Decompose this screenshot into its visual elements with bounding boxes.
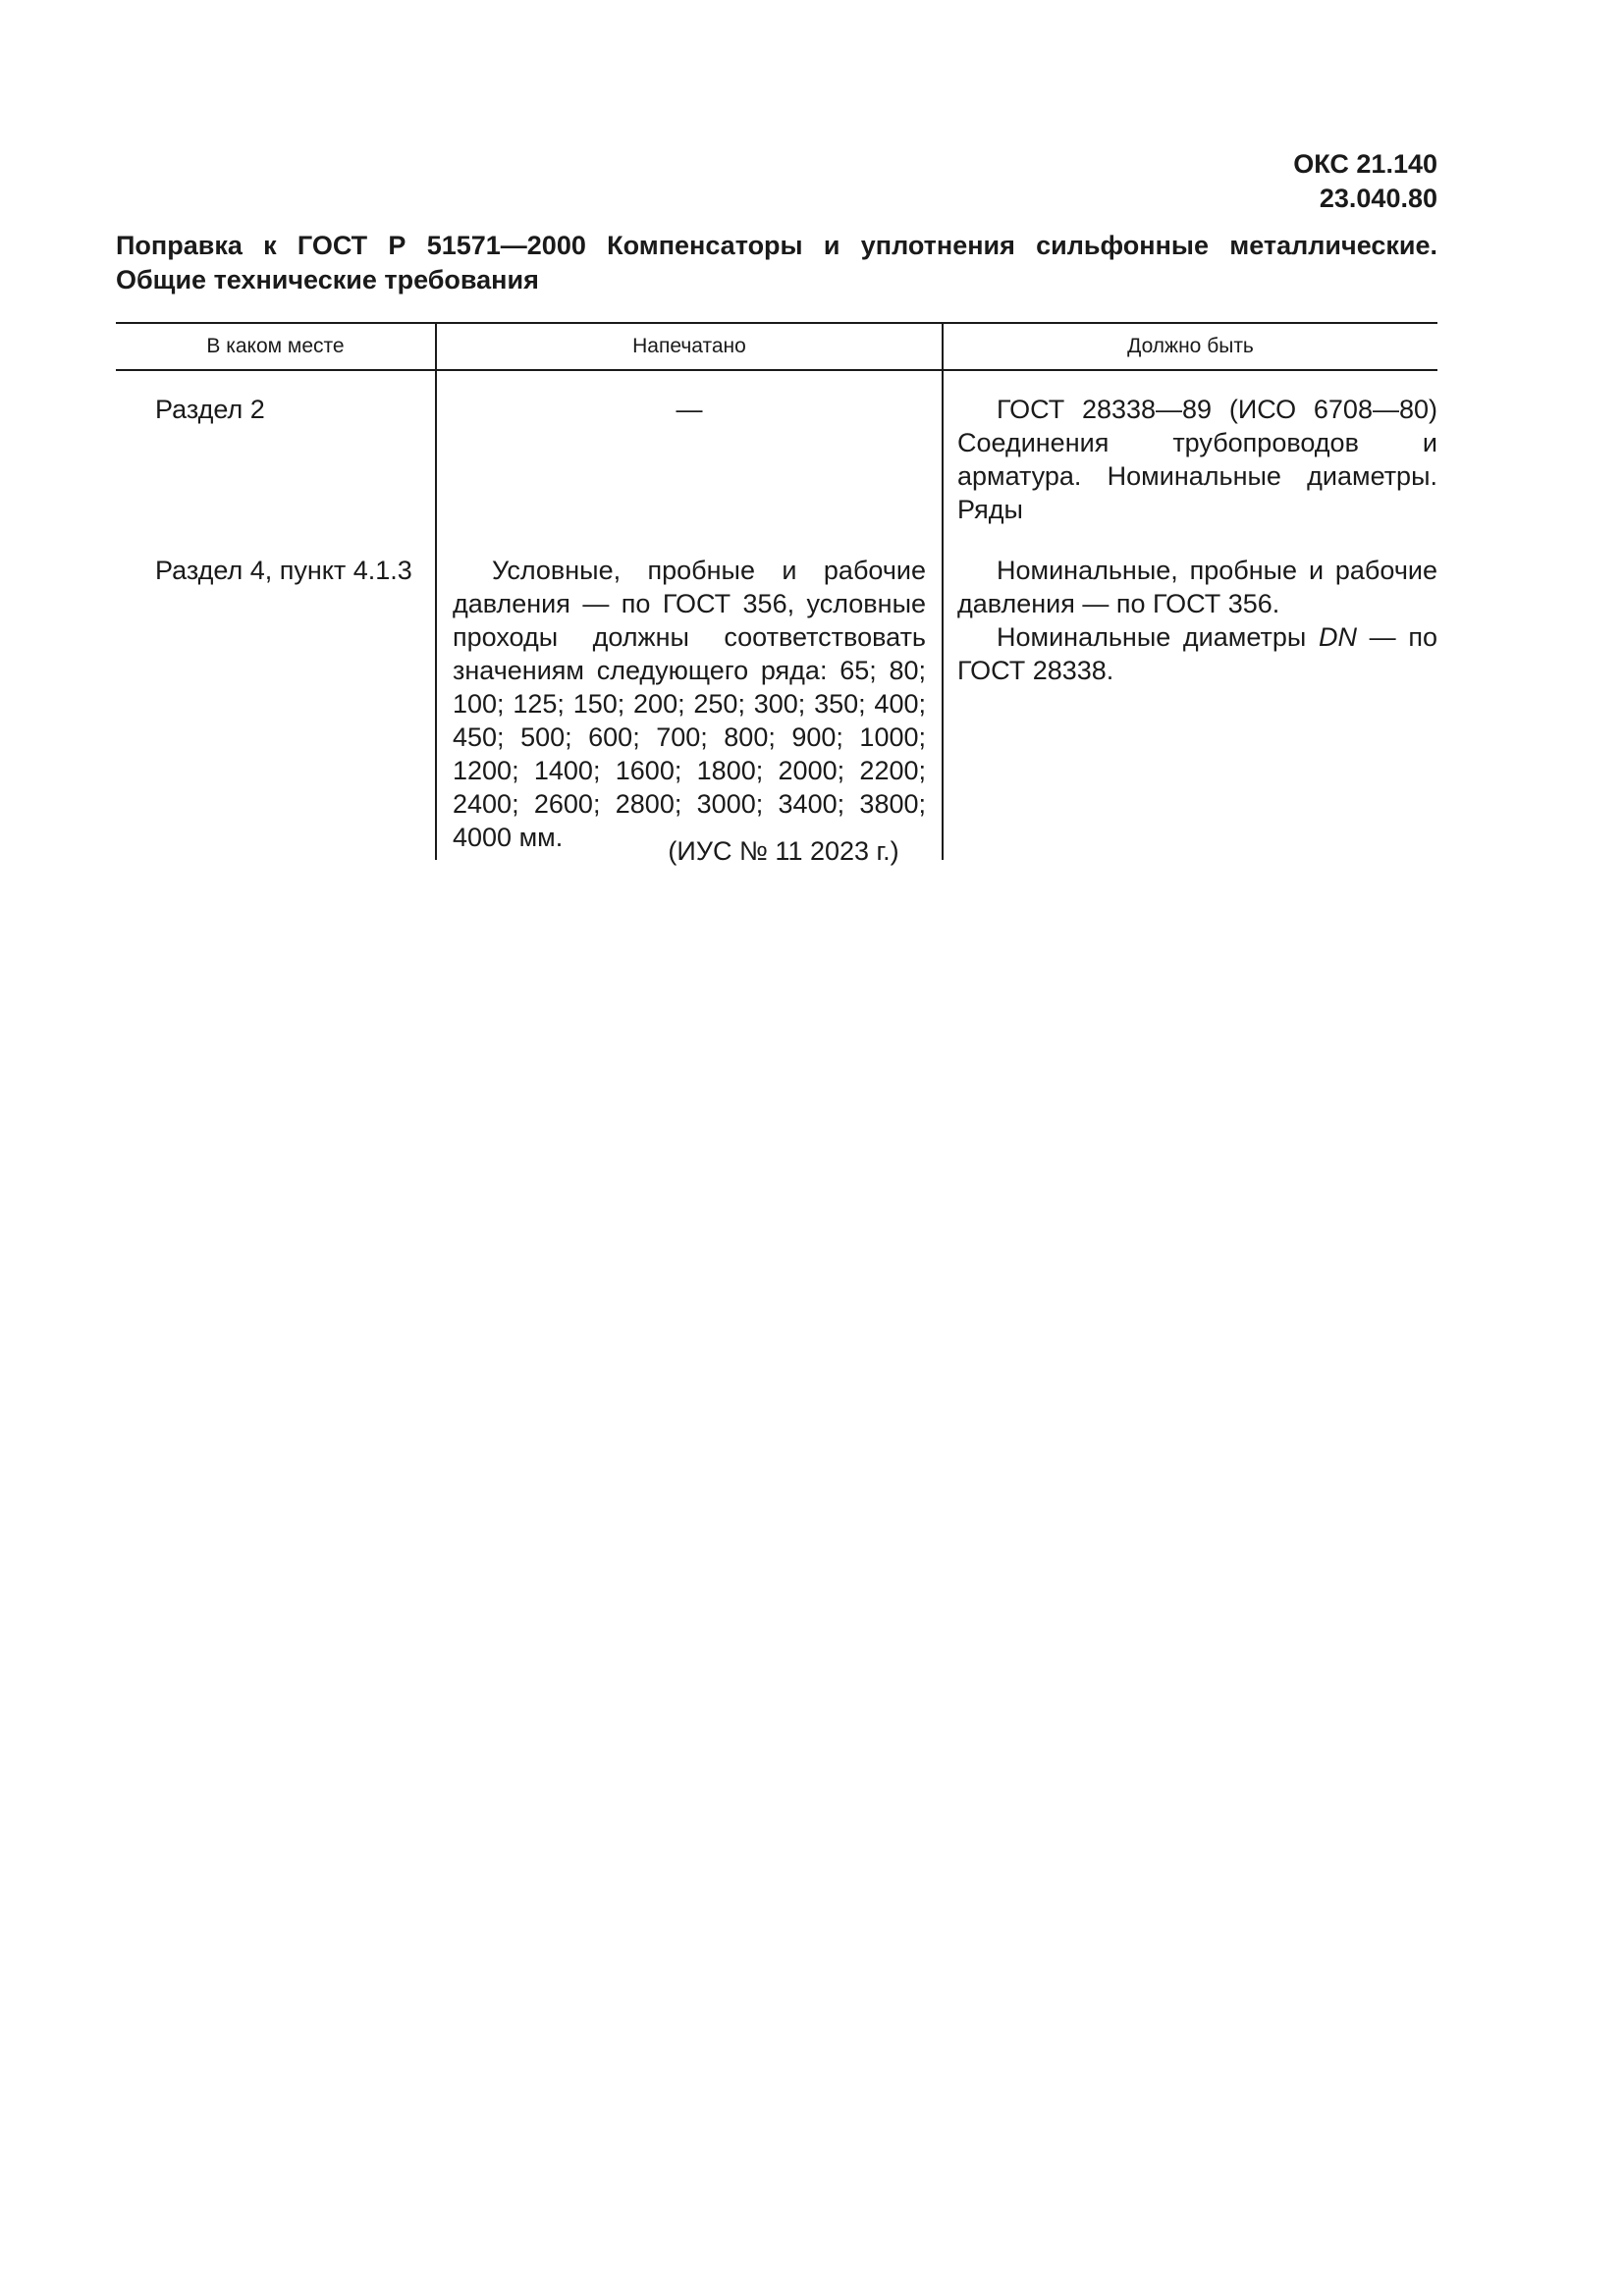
cell-place: Раздел 4, пункт 4.1.3	[155, 556, 412, 585]
should-be-text: Номинальные диаметры	[997, 622, 1307, 652]
should-be-text: — по ГОСТ 28338.	[957, 622, 1437, 685]
classification-code-2: 23.040.80	[1319, 184, 1437, 213]
cell-should-be	[943, 538, 1437, 860]
should-be-paragraph	[957, 620, 1437, 687]
document-title-line-1: Поправка к ГОСТ Р 51571—2000 Компенсаторы и уплотнения сильфонные металлические.	[116, 231, 1437, 260]
classification-codes	[1293, 147, 1437, 216]
cell-should-be	[943, 370, 1437, 538]
ius-note: (ИУС № 11 2023 г.)	[668, 836, 899, 866]
should-be-paragraph: Номинальные, пробные и рабочие давления — по ГОСТ 356.	[957, 556, 1437, 618]
amendment-table	[116, 322, 1437, 860]
classification-code-1: ОКС 21.140	[1293, 149, 1437, 179]
header-should-be: Должно быть	[943, 323, 1437, 370]
printed-paragraph: Условные, пробные и рабочие давления — по ГОСТ 356, условные проходы должны соответствовать значениям следующего ряда: 65; 80; 100; 125; 150; 200; 250; 300; 350; 400; 450; 500; 600; 700; 800; 900; 1000; 1200; 1400; 1600; 1800; 2000; 2200; 2400; 2600; 2800; 3000; 3400; 3800; 4000 мм.	[453, 556, 926, 852]
table-row	[116, 538, 1437, 860]
dn-symbol: DN	[1318, 622, 1357, 652]
cell-printed	[436, 538, 943, 860]
should-be-paragraph: ГОСТ 28338—89 (ИСО 6708—80) Соединения трубопроводов и арматура. Номинальные диаметры. Ряды	[957, 395, 1437, 524]
table-row	[116, 370, 1437, 538]
document-title	[116, 229, 1437, 297]
cell-printed: —	[436, 370, 943, 538]
document-title-line-2: Общие технические требования	[116, 265, 539, 294]
cell-place: Раздел 2	[155, 395, 265, 424]
header-printed: Напечатано	[436, 323, 943, 370]
header-place: В каком месте	[116, 323, 436, 370]
table-header-row	[116, 323, 1437, 370]
